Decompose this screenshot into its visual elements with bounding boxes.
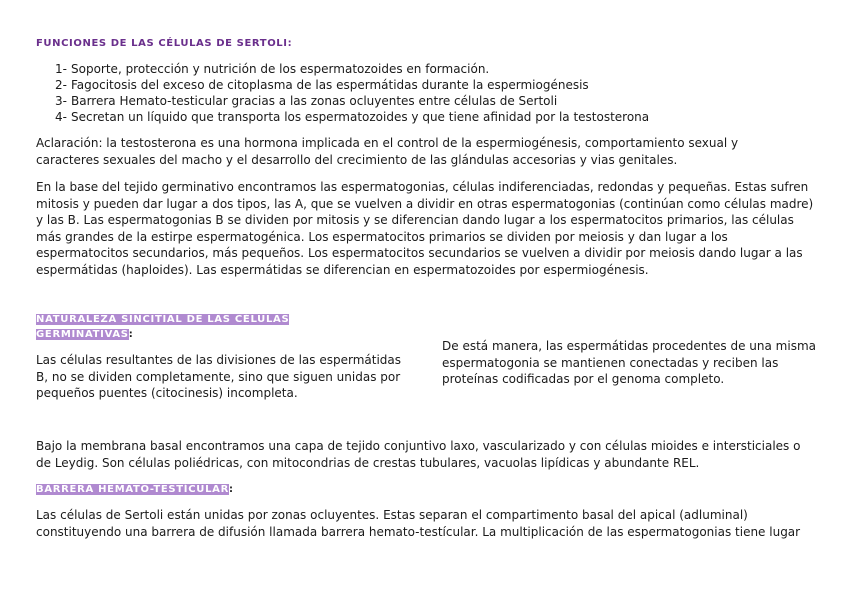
list-item: 2- Fagocitosis del exceso de citoplasma de las espermátidas durante la espermiogénesis [55, 78, 589, 92]
heading-sincitial-line2: GERMINATIVAS [36, 329, 129, 340]
col-left-paragraph: Las células resultantes de las divisiones de las espermátidas B, no se dividen completamente, sino que siguen unidas por pequeños puentes (citocinesis) incompleta. [36, 353, 402, 400]
heading-barrera-text: BARRERA HEMATO-TESTÍCULAR [36, 484, 229, 495]
membrana-paragraph: Bajo la membrana basal encontramos una capa de tejido conjuntivo laxo, vascularizado y con células mioides e intersticiales o de Leydig. Son células poliédricas, con mitocondrias de crestas tubulares, vacuolas lipídicas y abundante REL. [36, 439, 801, 470]
list-item: 4- Secretan un líquido que transporta los espermatozoides y que tiene afinidad por la testosterona [55, 110, 650, 124]
list-item: 1- Soporte, protección y nutrición de los espermatozoides en formación. [55, 62, 490, 76]
barrera-paragraph: Las células de Sertoli están unidas por zonas ocluyentes. Estas separan el compartimento basal del apical (adluminal) constituyendo una barrera de difusión llamada barrera hemato-testícular. La multiplicación de las espermatogonias tiene lugar [36, 508, 801, 539]
list-item: 3- Barrera Hemato-testicular gracias a las zonas ocluyentes entre células de Sertoli [55, 94, 558, 108]
heading-funciones: FUNCIONES DE LAS CÉLULAS DE SERTOLI: [36, 38, 293, 49]
functions-list [55, 61, 835, 125]
heading-barrera: BARRERA HEMATO-TESTÍCULAR: [36, 484, 234, 495]
espermatogonias-paragraph: En la base del tejido germinativo encontramos las espermatogonias, células indiferenciadas, redondas y pequeñas. Estas sufren mitosis y pueden dar lugar a dos tipos, las A, que se vuelven a dividir en otras espermatogonias (continúan como células madre) y las B. Las espermatogonias B se dividen por mitosis y se diferencian dando lugar a los espermatocitos primarios, las células más grandes de la estirpe espermatogénica. Los espermatocitos primarios se dividen por meiosis y dan lugar a los espermatocitos secundarios, más pequeños. Los espermatocitos secundarios se vuelven a dividir por meiosis dando lugar a las espermátidas (haploides). Las espermátidas se diferencian en espermatozoides por espermiogénesis. [36, 180, 814, 277]
col-right-paragraph: De está manera, las espermátidas procedentes de una misma espermatogonia se mantienen conectadas y reciben las proteínas codificadas por el genoma completo. [442, 339, 817, 386]
aclaracion-paragraph: Aclaración: la testosterona es una hormona implicada en el control de la espermiogénesis, comportamiento sexual y caracteres sexuales del macho y el desarrollo del crecimiento de las glándulas accesorias y vias genitales. [36, 136, 739, 167]
heading-sincitial: NATURALEZA SINCITIAL DE LAS CÉLULAS GERMINATIVAS: [36, 314, 290, 340]
heading-sincitial-line1: NATURALEZA SINCITIAL DE LAS CÉLULAS [36, 314, 290, 325]
